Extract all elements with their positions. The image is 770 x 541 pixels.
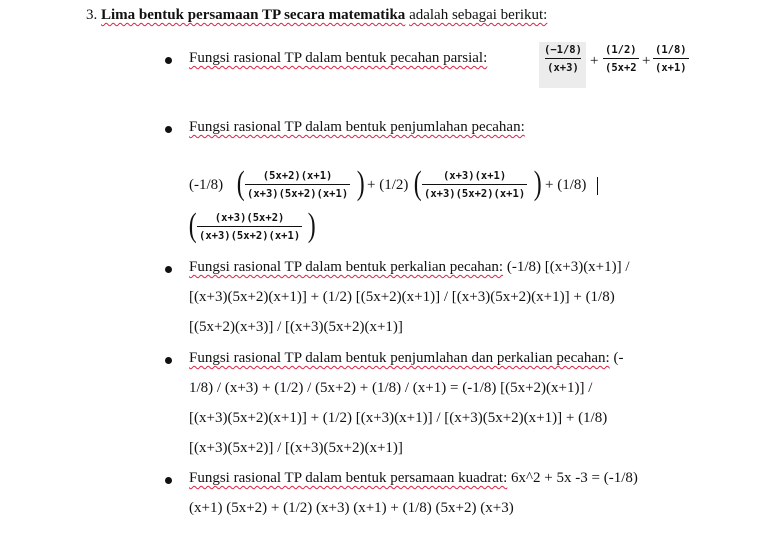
sum-fraction-2	[422, 170, 527, 200]
fraction-denominator: (x+3)(5x+2)(x+1)	[245, 184, 350, 200]
heading-number: 3.	[86, 7, 98, 23]
item-4-line-4: [(x+3)(5x+2)] / [(x+3)(5x+2)(x+1)]	[189, 440, 403, 456]
plus-sign: +	[642, 53, 651, 69]
item-1-label: Fungsi rasional TP dalam bentuk pecahan parsial:	[189, 50, 488, 66]
item-3-line-1	[189, 259, 630, 276]
close-paren: )	[307, 207, 316, 244]
coefficient: (-1/8)	[189, 177, 224, 193]
bullet-dot	[165, 477, 172, 484]
equation-text: (-1/8) [(x+3)(x+1)] /	[503, 259, 630, 275]
item-4-line-1	[189, 350, 623, 367]
item-3-label: Fungsi rasional TP dalam bentuk perkalian pecahan:	[189, 259, 504, 275]
fraction-3	[653, 44, 689, 74]
coefficient: + (1/8)	[545, 177, 587, 193]
coefficient: + (1/2)	[367, 177, 409, 193]
fraction-denominator: (x+3)(5x+2)(x+1)	[197, 226, 302, 242]
open-paren: (	[413, 165, 422, 202]
item-5-label: Fungsi rasional TP dalam bentuk persamaan kuadrat:	[189, 470, 508, 486]
fraction-numerator: (5x+2)(x+1)	[262, 170, 333, 182]
text-cursor	[597, 177, 598, 195]
open-paren: (	[188, 207, 197, 244]
item-5-line-2: (x+1) (5x+2) + (1/2) (x+3) (x+1) + (1/8) (5x+2) (x+3)	[189, 500, 514, 516]
heading-rest: adalah sebagai berikut:	[409, 7, 548, 23]
fraction-numerator: (1/2)	[605, 44, 637, 56]
fraction-numerator: (−1/8)	[544, 44, 582, 56]
bullet-dot	[165, 357, 172, 364]
fraction-denominator: (x+1)	[653, 58, 689, 74]
item-5-line-1	[189, 470, 638, 487]
item-4-label: Fungsi rasional TP dalam bentuk penjumlahan dan perkalian pecahan:	[189, 350, 610, 366]
fraction-1	[542, 44, 584, 74]
bullet-dot	[165, 126, 172, 133]
item-3-line-2: [(x+3)(5x+2)(x+1)] + (1/2) [(5x+2)(x+1)] / [(x+3)(5x+2)(x+1)] + (1/8)	[189, 289, 615, 305]
sum-fraction-1	[245, 170, 350, 200]
plus-sign: +	[590, 53, 599, 69]
fraction-denominator: (x+3)	[545, 58, 581, 74]
item-4-line-3: [(x+3)(5x+2)(x+1)] + (1/2) [(x+3)(x+1)] / [(x+3)(5x+2)(x+1)] + (1/8)	[189, 410, 608, 426]
close-paren: )	[356, 165, 365, 202]
sum-fraction-3	[197, 212, 302, 242]
bullet-dot	[165, 57, 172, 64]
open-paren: (	[236, 165, 245, 202]
fraction-numerator: (x+3)(5x+2)	[214, 212, 285, 224]
section-heading	[86, 7, 547, 24]
equation-text: (-	[609, 350, 624, 366]
heading-bold-title: Lima bentuk persamaan TP secara matematika	[101, 7, 406, 23]
fraction-denominator: (x+3)(5x+2)(x+1)	[422, 184, 527, 200]
fraction-denominator: (5x+2	[603, 58, 639, 74]
close-paren: )	[533, 165, 542, 202]
bullet-dot	[165, 266, 172, 273]
fraction-numerator: (1/8)	[655, 44, 687, 56]
item-4-line-2: 1/8) / (x+3) + (1/2) / (5x+2) + (1/8) / (x+1) = (-1/8) [(5x+2)(x+1)] /	[189, 380, 593, 396]
equation-text: 6x^2 + 5x -3 = (-1/8)	[507, 470, 638, 486]
fraction-numerator: (x+3)(x+1)	[442, 170, 507, 182]
fraction-2	[603, 44, 639, 74]
item-3-line-3: [(5x+2)(x+3)] / [(x+3)(5x+2)(x+1)]	[189, 319, 403, 335]
item-2-label: Fungsi rasional TP dalam bentuk penjumlahan pecahan:	[189, 119, 525, 135]
